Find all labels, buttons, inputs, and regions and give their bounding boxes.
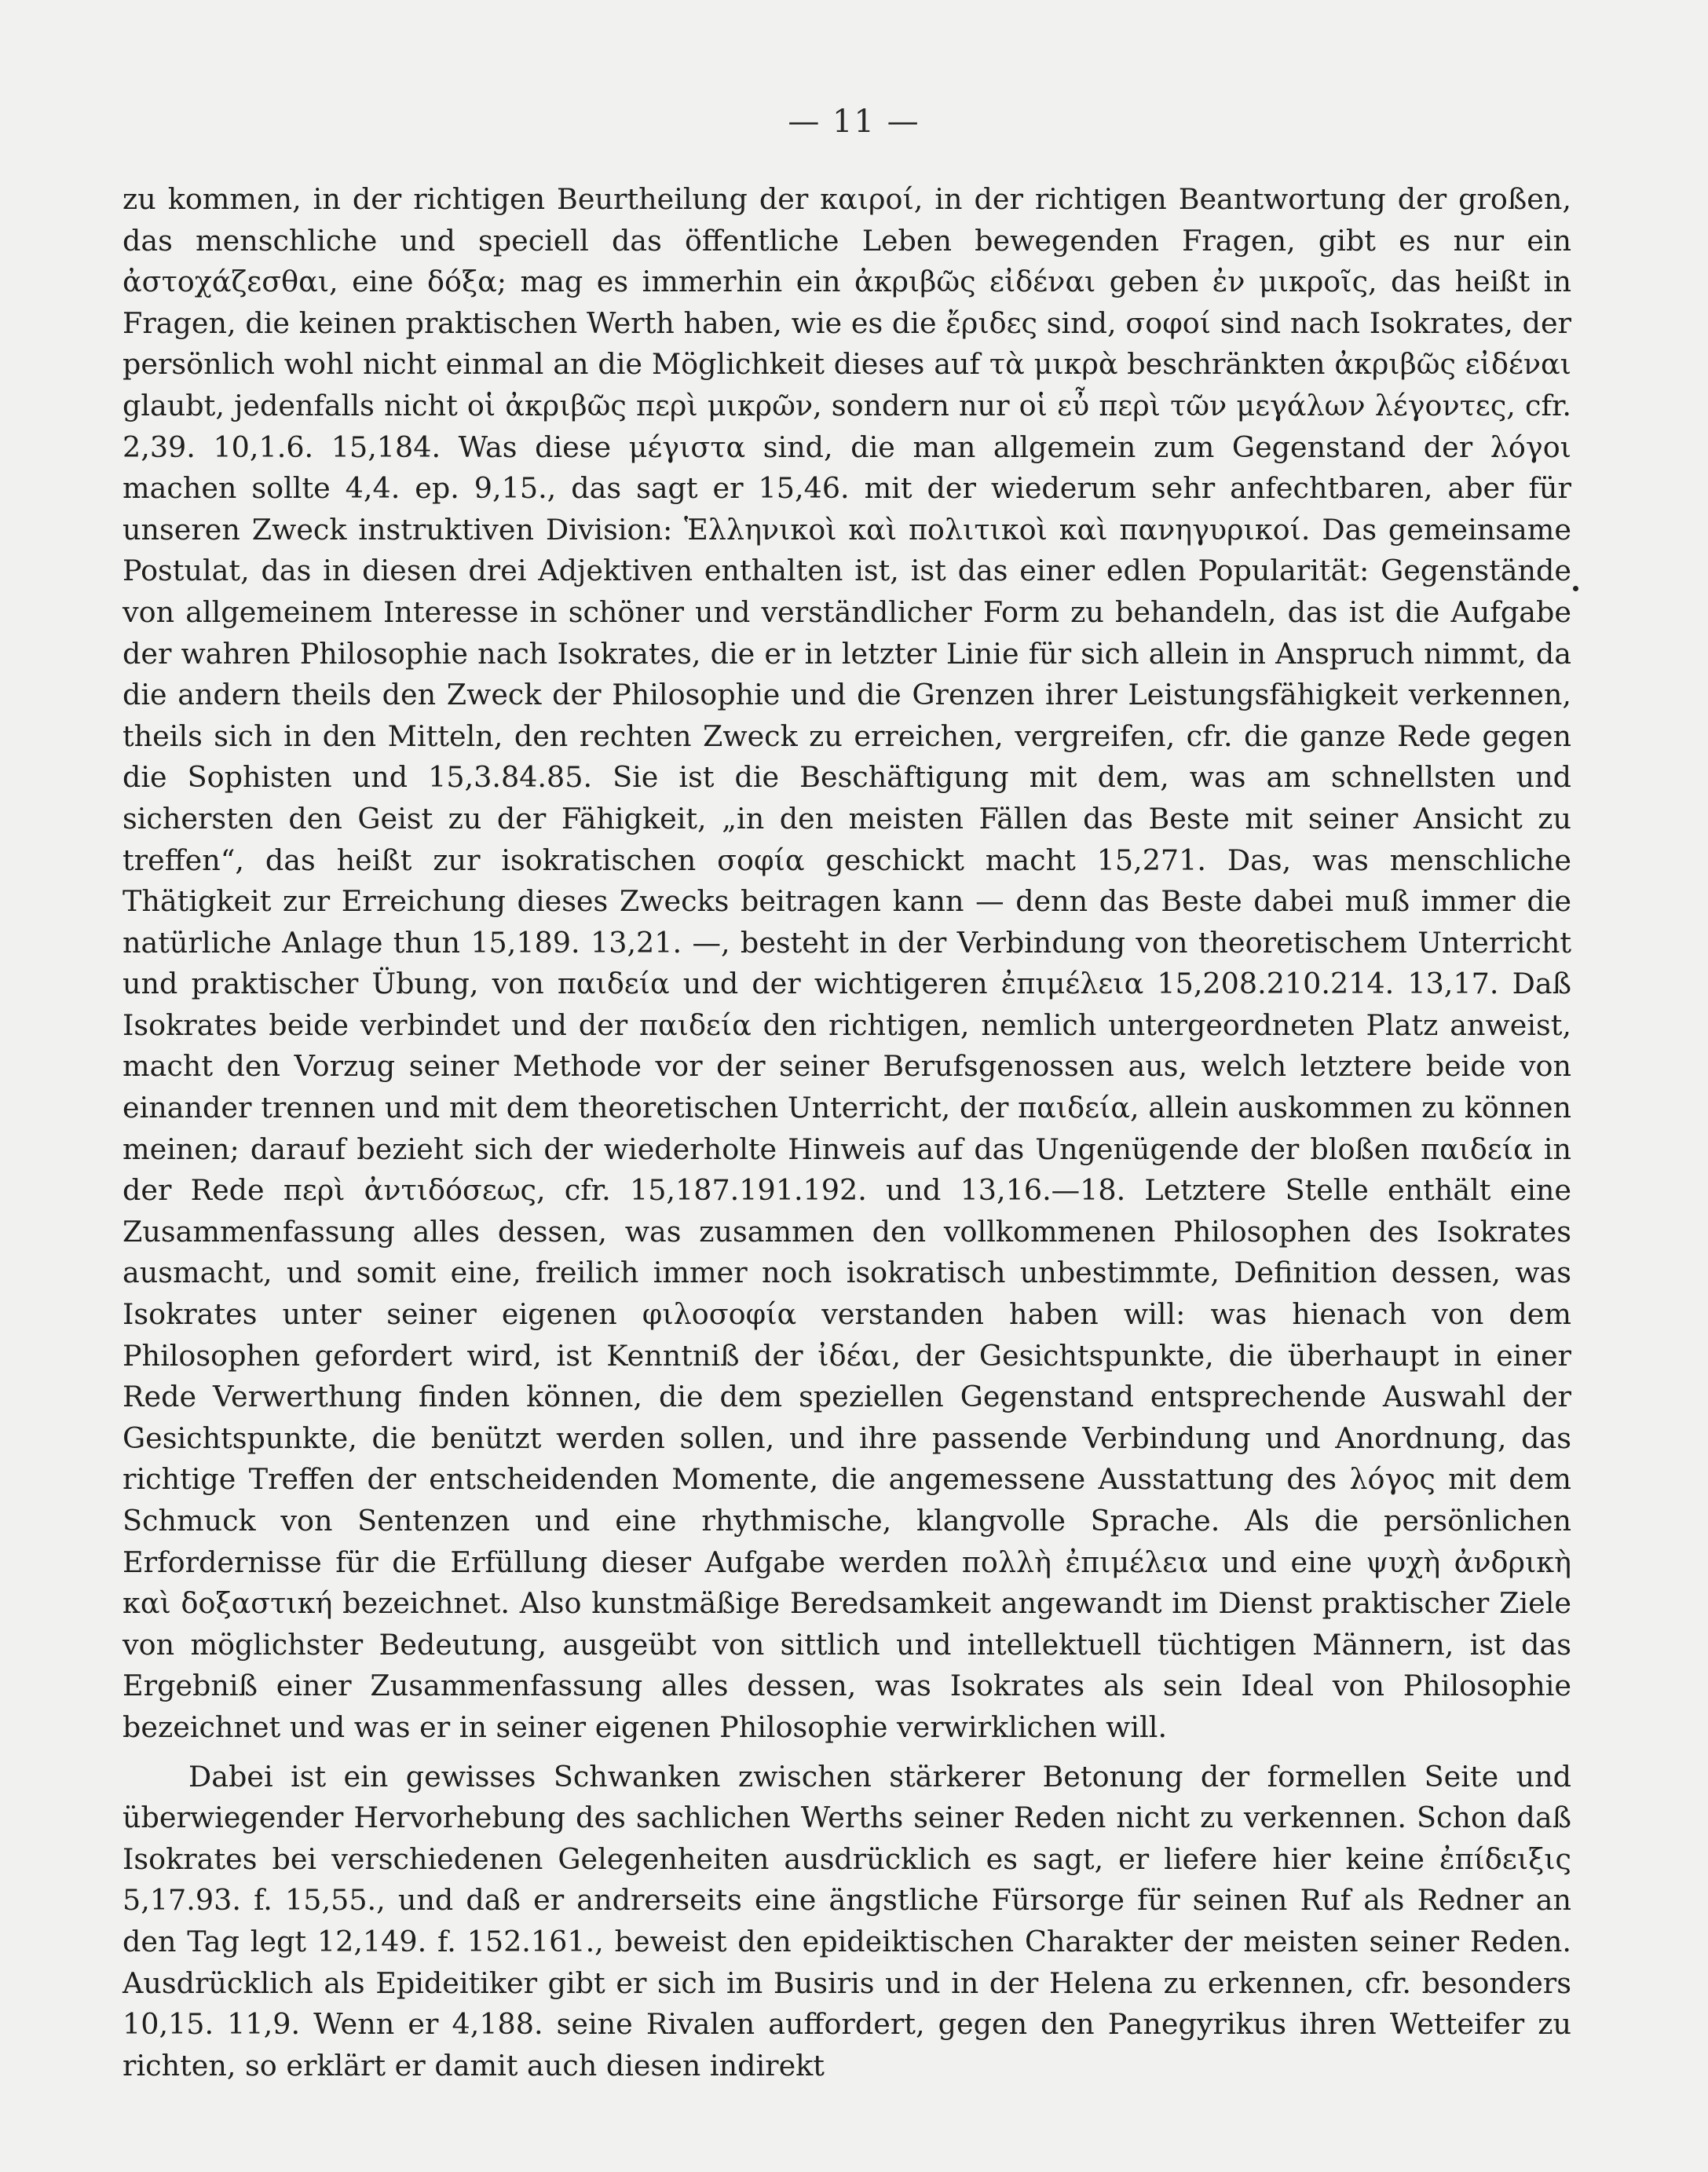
page-number: — 11 — — [788, 104, 920, 140]
body-text — [123, 179, 1571, 2086]
print-speck — [1573, 586, 1578, 591]
paragraph-gap — [123, 1749, 1571, 1757]
paragraph-1: zu kommen, in der richtigen Beurtheilung der καιροί, in der richtigen Beantwortung der großen, das menschliche und speciell das öffentliche Leben bewegenden Fragen, gibt es nur ein ἀστοχάζεσθαι, eine δόξα; mag es immerhin ein ἀκριβῶς εἰδέναι geben ἐν μικροῖς, das heißt in Fragen, die keinen praktischen Werth haben, wie es die ἔριδες sind, σοφοί sind nach Isokrates, der persönlich wohl nicht einmal an die Möglichkeit dieses auf τὰ μικρὰ beschränkten ἀκριβῶς εἰδέναι glaubt, jedenfalls nicht οἱ ἀκριβῶς περὶ μικρῶν, sondern nur οἱ εὖ περὶ τῶν μεγάλων λέγοντες, cfr. 2,39. 10,1.6. 15,184. Was diese μέγιστα sind, die man allgemein zum Gegenstand der λόγοι machen sollte 4,4. ep. 9,15., das sagt er 15,46. mit der wiederum sehr anfechtbaren, aber für unseren Zweck instruktiven Division: Ἑλληνικοὶ καὶ πολιτικοὶ καὶ πανηγυρικοί. Das gemeinsame Postulat, das in diesen drei Adjektiven enthalten ist, ist das einer edlen Popularität: Gegenstände von allgemeinem Interesse in schöner und verständlicher Form zu behandeln, das ist die Aufgabe der wahren Philosophie nach Isokrates, die er in letzter Linie für sich allein in Anspruch nimmt, da die andern theils den Zweck der Philosophie und die Grenzen ihrer Leistungsfähigkeit verkennen, theils sich in den Mitteln, den rechten Zweck zu erreichen, vergreifen, cfr. die ganze Rede gegen die Sophisten und 15,3.84.85. Sie ist die Beschäftigung mit dem, was am schnellsten und sichersten den Geist zu der Fähigkeit, „in den meisten Fällen das Beste mit seiner Ansicht zu treffen“, das heißt zur isokratischen σοφία geschickt macht 15,271. Das, was menschliche Thätigkeit zur Erreichung dieses Zwecks beitragen kann — denn das Beste dabei muß immer die natürliche Anlage thun 15,189. 13,21. —, besteht in der Verbindung von theoretischem Unterricht und praktischer Übung, von παιδεία und der wichtigeren ἐπιμέλεια 15,208.210.214. 13,17. Daß Isokrates beide verbindet und der παιδεία den richtigen, nemlich untergeordneten Platz anweist, macht den Vorzug seiner Methode vor der seiner Berufsgenossen aus, welch letztere beide von einander trennen und mit dem theoretischen Unterricht, der παιδεία, allein auskommen zu können meinen; darauf bezieht sich der wiederholte Hinweis auf das Ungenügende der bloßen παιδεία in der Rede περὶ ἀντιδόσεως, cfr. 15,187.191.192. und 13,16.—18. Letztere Stelle enthält eine Zusammenfassung alles dessen, was zusammen den vollkommenen Philosophen des Isokrates ausmacht, und somit eine, freilich immer noch isokratisch unbestimmte, Definition dessen, was Isokrates unter seiner eigenen φιλοσοφία verstanden haben will: was hienach von dem Philosophen gefordert wird, ist Kenntniß der ἰδέαι, der Gesichtspunkte, die überhaupt in einer Rede Verwerthung finden können, die dem speziellen Gegenstand entsprechende Auswahl der Gesichtspunkte, die benützt werden sollen, und ihre passende Verbindung und Anordnung, das richtige Treffen der entscheidenden Momente, die angemessene Ausstattung des λόγος mit dem Schmuck von Sentenzen und eine rhythmische, klangvolle Sprache. Als die persönlichen Erfordernisse für die Erfüllung dieser Aufgabe werden πολλὴ ἐπιμέλεια und eine ψυχὴ ἀνδρικὴ καὶ δοξαστική bezeichnet. Also kunstmäßige Beredsamkeit angewandt im Dienst praktischer Ziele von möglichster Bedeutung, ausgeübt von sittlich und intellektuell tüchtigen Männern, ist das Ergebniß einer Zusammenfassung alles dessen, was Isokrates als sein Ideal von Philosophie bezeichnet und was er in seiner eigenen Philosophie verwirklichen will. — [123, 182, 1571, 1744]
paragraph-2: Dabei ist ein gewisses Schwanken zwischen stärkerer Betonung der formellen Seite und überwiegender Hervorhebung des sachlichen Werths seiner Reden nicht zu verkennen. Schon daß Isokrates bei verschiedenen Gelegenheiten ausdrücklich es sagt, er liefere hier keine ἐπίδειξις 5,17.93. f. 15,55., und daß er andrerseits eine ängstliche Fürsorge für seinen Ruf als Redner an den Tag legt 12,149. f. 152.161., beweist den epideiktischen Charakter der meisten seiner Reden. Ausdrücklich als Epideitiker gibt er sich im Busiris und in der Helena zu erkennen, cfr. besonders 10,15. 11,9. Wenn er 4,188. seine Rivalen auffordert, gegen den Panegyrikus ihren Wetteifer zu richten, so erklärt er damit auch diesen indirekt — [123, 1759, 1571, 2082]
